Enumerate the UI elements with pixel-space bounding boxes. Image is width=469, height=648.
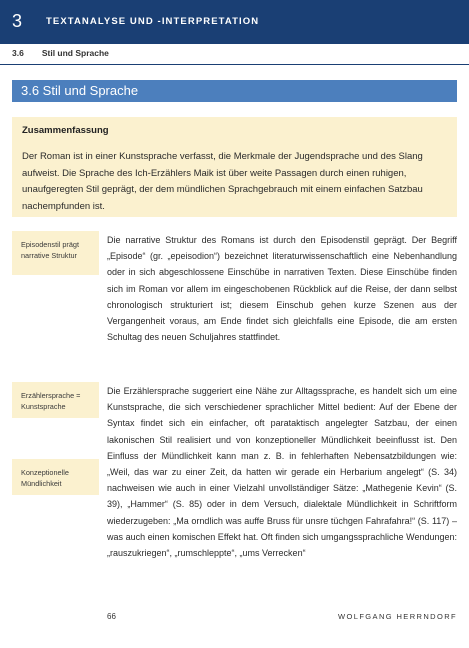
- summary-text: Der Roman ist in einer Kunstsprache verfasst, die Merkmale der Jugendsprache und des Slang aufweist. Die Sprache des Ich-Erzählers Maik ist über weite Passagen durch einen ruhigen, unaufgeregten Stil geprägt, der dem mündlichen Sprachgebrauch mit einem einfachen Satzbau nachempfunden ist.: [22, 151, 423, 212]
- margin-note-muendlichkeit: Konzeptionelle Mündlichkeit: [12, 459, 99, 495]
- chapter-title: TEXTANALYSE UND -INTERPRETATION: [46, 16, 260, 27]
- summary-heading: Zusammenfassung: [22, 125, 109, 136]
- footer-author: WOLFGANG HERRNDORF: [338, 612, 457, 621]
- section-title-bar: [12, 80, 457, 102]
- body-paragraph-1: Die narrative Struktur des Romans ist durch den Episodenstil geprägt. Der Begriff „Episode“ (gr. „epeisodion“) bezeichnet literaturwissenschaftlich eine Nebenhandlung oder in sich abgeschlossene Einschübe in narrativen Texten. Diese Einschübe finden sich im Roman vor allem im eingeschobenen Rückblick auf die Reise, der dann selbst chronologisch strukturiert ist; diesem Einschub gehen kurze Szenen aus der Vergangenheit voraus, am Ende findet sich gleichfalls eine Episode, die am ersten Schultag des neuen Schuljahres stattfindet.: [107, 235, 457, 343]
- body-paragraph-2: Die Erzählersprache suggeriert eine Nähe zur Alltagssprache, es handelt sich um eine Kunstsprache, die sich verschiedener sprachlicher Mittel bedient: Auf der Ebene der Syntax findet sich ein einfacher, oft parataktisch angelegter Satzbau, der einen lakonischen Stil realisiert und von konzeptioneller Mündlichkeit beeinflusst ist. Den Einfluss der Mündlichkeit kann man z. B. in fehlerhaften Nebensatzbildungen wie: „Weil, das war zu einer Zeit, da hatten wir gerade ein Herbarium angelegt“ (S. 34) nachweisen wie auch in einer Vielzahl unvollständiger Sätze: „Mathegenie Kevin“ (S. 39), „Hammer“ (S. 85) oder in dem Versuch, dialektale Mündlichkeit in Schriftform wiederzugeben: „Ma orndlich was auffe Bruss für unsre tüchgen Fahrafahra!“ (S. 117) – was auch einen komischen Effekt hat. Oft finden sich umgangssprachliche Wendungen: „rauszukriegen“, „rumschleppte“, „ums Verrecken“: [107, 386, 457, 559]
- page-number: 66: [107, 612, 116, 621]
- summary-box: [12, 117, 457, 217]
- breadcrumb-title: Stil und Sprache: [41, 48, 109, 58]
- margin-note-erzaehlersprache: Erzählersprache = Kunstsprache: [12, 382, 99, 418]
- breadcrumb: [12, 48, 109, 59]
- breadcrumb-number: 3.6: [12, 48, 24, 58]
- chapter-number: 3: [12, 11, 23, 31]
- section-title: 3.6 Stil und Sprache: [21, 83, 139, 98]
- breadcrumb-divider: [0, 64, 469, 65]
- chapter-header-bar: [0, 0, 469, 44]
- margin-note-episodenstil: Episodenstil prägt narrative Struktur: [12, 231, 99, 275]
